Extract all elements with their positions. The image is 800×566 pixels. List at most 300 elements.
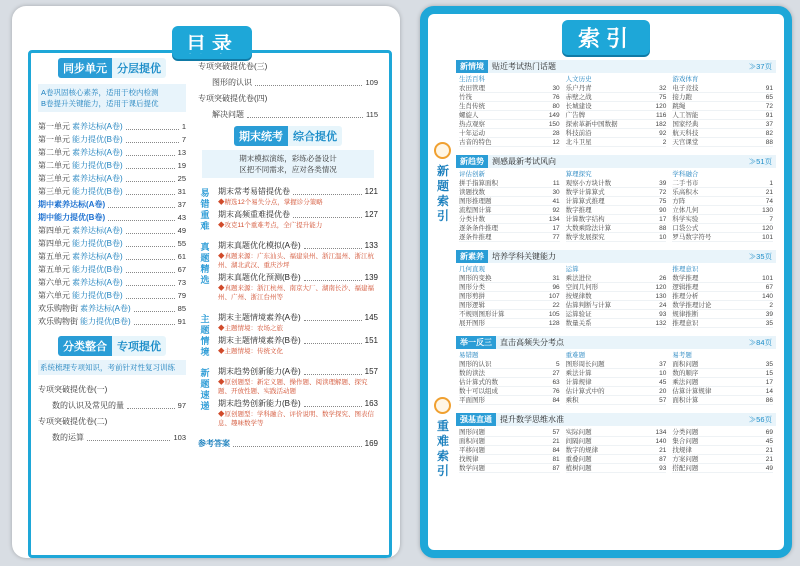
index-item[interactable] bbox=[672, 84, 773, 93]
toc-title: 目录 bbox=[172, 26, 252, 59]
index-item[interactable] bbox=[672, 310, 773, 319]
index-item[interactable] bbox=[566, 378, 667, 387]
index-item-spacer bbox=[579, 396, 659, 404]
index-section-bar[interactable] bbox=[456, 336, 776, 349]
exam-page: 139 bbox=[364, 272, 378, 282]
index-item-spacer bbox=[592, 378, 659, 386]
index-item-spacer bbox=[611, 224, 659, 232]
index-item[interactable] bbox=[566, 111, 667, 120]
index-item[interactable] bbox=[672, 455, 773, 464]
index-item[interactable] bbox=[459, 378, 560, 387]
toc-row[interactable] bbox=[38, 315, 186, 328]
index-item-page: 26 bbox=[659, 275, 667, 282]
index-item[interactable] bbox=[459, 197, 560, 206]
index-item-name: 拼手指算面积 bbox=[459, 180, 498, 187]
index-column bbox=[669, 351, 776, 405]
index-item[interactable] bbox=[566, 437, 667, 446]
index-item-name: 按规律数 bbox=[565, 293, 592, 300]
index-item-page: 39 bbox=[659, 180, 667, 187]
exam-group bbox=[198, 238, 378, 302]
index-item[interactable] bbox=[566, 138, 667, 147]
index-section-page: ≫37页 bbox=[748, 62, 772, 71]
special-title: 数的运算 bbox=[52, 432, 84, 442]
index-page bbox=[420, 6, 792, 558]
index-item[interactable] bbox=[566, 428, 667, 437]
index-item-spacer bbox=[485, 369, 552, 377]
exam-subnote: ◆攻克11个重难考点，全广提升能力 bbox=[218, 222, 323, 229]
index-column bbox=[456, 351, 563, 405]
special-title: 图形的认识 bbox=[212, 77, 252, 87]
index-item[interactable] bbox=[566, 84, 667, 93]
index-section-tag: 新素养 bbox=[456, 250, 488, 263]
sync-note: A卷巩固核心素养，适用于校内检测 bbox=[41, 88, 159, 97]
index-section-bar[interactable] bbox=[456, 413, 776, 426]
index-item[interactable] bbox=[566, 129, 667, 138]
index-item-page: 41 bbox=[552, 198, 560, 205]
index-item[interactable] bbox=[672, 215, 773, 224]
special-title: 专项突破提优卷(二) bbox=[38, 416, 108, 426]
special-page: 109 bbox=[365, 77, 378, 87]
exam-row[interactable] bbox=[218, 207, 378, 221]
special-row[interactable] bbox=[198, 74, 378, 90]
index-item-page: 87 bbox=[552, 465, 560, 472]
index-section-title: 测感最新考试风向 bbox=[492, 157, 556, 166]
exam-title: 期末真题优化预测(B卷) bbox=[218, 272, 301, 282]
index-item[interactable] bbox=[672, 93, 773, 102]
index-section-bar[interactable] bbox=[456, 60, 776, 73]
exam-title: 期末常考易错提优卷 bbox=[218, 186, 290, 196]
index-item-page: 86 bbox=[765, 397, 774, 404]
index-item[interactable] bbox=[566, 274, 667, 283]
exam-group-label: 易 错 重 难 bbox=[200, 188, 210, 231]
index-item[interactable] bbox=[459, 360, 560, 369]
index-item[interactable] bbox=[459, 396, 560, 405]
special-row[interactable] bbox=[198, 90, 378, 106]
index-item[interactable] bbox=[459, 319, 560, 328]
index-grid bbox=[456, 351, 776, 405]
index-item-name: 乐户丹青 bbox=[565, 85, 592, 92]
index-item[interactable] bbox=[459, 224, 560, 233]
index-item-spacer bbox=[492, 274, 553, 282]
exam-row[interactable] bbox=[218, 333, 378, 347]
index-item[interactable] bbox=[459, 111, 560, 120]
index-item[interactable] bbox=[566, 179, 667, 188]
index-column-head: 学科融合 bbox=[672, 171, 699, 178]
toc-title: 素养达标(A卷) bbox=[72, 122, 123, 131]
index-item-name: 面积问题 bbox=[672, 361, 699, 368]
index-item[interactable] bbox=[672, 360, 773, 369]
index-item[interactable] bbox=[459, 283, 560, 292]
index-item[interactable] bbox=[566, 360, 667, 369]
special-row[interactable] bbox=[198, 58, 378, 74]
index-item-page: 72 bbox=[765, 103, 774, 110]
index-item[interactable] bbox=[566, 120, 667, 129]
toc-unit: 期中素养达标(A卷) bbox=[38, 200, 106, 209]
toc-leader bbox=[126, 240, 175, 247]
index-item-page: 65 bbox=[765, 94, 774, 101]
exam-leader bbox=[304, 274, 362, 281]
index-item-name: 十年运动 bbox=[459, 130, 485, 137]
index-item-spacer bbox=[698, 215, 769, 223]
index-item[interactable] bbox=[459, 437, 560, 446]
index-item-name: 推理分析 bbox=[672, 293, 699, 300]
special-page: 115 bbox=[366, 109, 378, 119]
index-item-page: 75 bbox=[659, 94, 667, 101]
toc-title: 能力提优(B卷) bbox=[80, 317, 131, 326]
index-item[interactable] bbox=[672, 396, 773, 405]
index-item-name: 北斗卫星 bbox=[565, 139, 592, 146]
index-item-spacer bbox=[485, 215, 549, 223]
sync-notes bbox=[38, 84, 186, 112]
index-item-spacer bbox=[692, 446, 766, 454]
final-notes bbox=[202, 150, 374, 178]
index-body bbox=[428, 14, 784, 550]
index-item-name: 平移问题 bbox=[459, 447, 485, 454]
index-item-name: 空间几何形 bbox=[565, 284, 599, 291]
index-item[interactable] bbox=[566, 93, 667, 102]
index-item-spacer bbox=[505, 310, 549, 318]
toc-page: 61 bbox=[177, 252, 186, 261]
index-item[interactable] bbox=[459, 301, 560, 310]
index-item-spacer bbox=[592, 310, 659, 318]
index-item[interactable] bbox=[459, 233, 560, 242]
index-item[interactable] bbox=[566, 310, 667, 319]
exam-row[interactable] bbox=[218, 270, 378, 284]
index-item-spacer bbox=[605, 387, 659, 395]
index-section-page: ≫56页 bbox=[748, 415, 772, 424]
index-item-page: 88 bbox=[659, 225, 667, 232]
side-badge-icon bbox=[434, 142, 451, 159]
index-item-page: 15 bbox=[765, 370, 774, 377]
index-item-spacer bbox=[605, 197, 659, 205]
index-item-page: 17 bbox=[659, 216, 667, 223]
toc-page: 85 bbox=[177, 304, 186, 313]
index-item-spacer bbox=[592, 129, 659, 137]
exam-subnote: ◆精选12个易失分点，掌握诊分策略 bbox=[218, 199, 323, 206]
index-item[interactable] bbox=[672, 274, 773, 283]
index-item[interactable] bbox=[566, 224, 667, 233]
index-item-spacer bbox=[598, 283, 655, 291]
index-item[interactable] bbox=[459, 129, 560, 138]
index-item[interactable] bbox=[672, 319, 773, 328]
toc-right-column bbox=[198, 58, 378, 450]
index-item[interactable] bbox=[459, 188, 560, 197]
index-item-name: 立体几何 bbox=[672, 207, 699, 214]
index-item-page: 12 bbox=[552, 139, 560, 146]
index-item-page: 10 bbox=[659, 370, 667, 377]
index-item[interactable] bbox=[566, 464, 667, 473]
index-item-name: 数字推理 bbox=[565, 207, 592, 214]
index-item-name: 找规律 bbox=[459, 456, 479, 463]
index-item[interactable] bbox=[459, 84, 560, 93]
index-item[interactable] bbox=[459, 102, 560, 111]
index-item-name: 跳绳 bbox=[672, 103, 686, 110]
index-item[interactable] bbox=[672, 224, 773, 233]
index-item-name: 间隔问题 bbox=[565, 438, 592, 445]
index-item[interactable] bbox=[672, 464, 773, 473]
index-item[interactable] bbox=[672, 120, 773, 129]
index-column bbox=[456, 428, 563, 473]
toc-title: 能力提优(B卷) bbox=[72, 135, 123, 144]
index-item-name: 罗马数字符号 bbox=[672, 234, 712, 241]
index-item[interactable] bbox=[566, 369, 667, 378]
special-row[interactable] bbox=[38, 381, 186, 397]
toc-title: 能力提优(B卷) bbox=[72, 291, 123, 300]
toc-row[interactable] bbox=[38, 237, 186, 250]
index-item-name: 分类计数 bbox=[459, 216, 485, 223]
index-item-name: 乘法计算 bbox=[565, 370, 592, 377]
index-item-page: 35 bbox=[765, 361, 774, 368]
index-item[interactable] bbox=[672, 197, 773, 206]
toc-title: 素养达标(A卷) bbox=[72, 278, 123, 287]
index-item[interactable] bbox=[566, 292, 667, 301]
toc-row[interactable] bbox=[38, 198, 186, 211]
index-item-name: 乐高积木 bbox=[672, 189, 699, 196]
index-item[interactable] bbox=[459, 206, 560, 215]
index-item-name: 数字的规律 bbox=[565, 447, 599, 454]
special-row[interactable] bbox=[38, 413, 186, 429]
index-column-head: 人文历史 bbox=[565, 76, 592, 83]
index-item[interactable] bbox=[566, 215, 667, 224]
index-item-spacer bbox=[485, 428, 552, 436]
index-column bbox=[669, 428, 776, 473]
toc-title: 素养达标(A卷) bbox=[72, 174, 123, 183]
index-item-page: 77 bbox=[552, 234, 560, 241]
special-leader bbox=[255, 79, 362, 86]
index-item[interactable] bbox=[459, 93, 560, 102]
index-section-tag: 强基直通 bbox=[456, 413, 496, 426]
index-item-page: 76 bbox=[552, 94, 560, 101]
toc-unit: 第四单元 bbox=[38, 239, 70, 248]
index-grid bbox=[456, 265, 776, 328]
index-column-head: 生活百科 bbox=[459, 76, 485, 83]
index-item-name: 数学发展探究 bbox=[565, 234, 605, 241]
index-item-page: 101 bbox=[762, 234, 774, 241]
index-item-name: 展开图形 bbox=[459, 320, 485, 327]
final-note: 期末模拟演练，彩练必备设计 bbox=[239, 154, 337, 163]
index-item-name: 估计算式的数 bbox=[459, 379, 498, 386]
index-item-name: 计算数字结构 bbox=[565, 216, 605, 223]
index-item-page: 21 bbox=[659, 447, 667, 454]
index-item-name: 农田管理 bbox=[459, 85, 485, 92]
index-item-spacer bbox=[698, 274, 762, 282]
toc-row[interactable] bbox=[38, 224, 186, 237]
index-item[interactable] bbox=[672, 387, 773, 396]
index-item[interactable] bbox=[672, 102, 773, 111]
index-item[interactable] bbox=[566, 283, 667, 292]
index-item[interactable] bbox=[459, 455, 560, 464]
index-item[interactable] bbox=[672, 188, 773, 197]
index-item-name: 方阵 bbox=[672, 198, 686, 205]
index-item[interactable] bbox=[566, 396, 667, 405]
exam-title: 期末主题情境素养(A卷) bbox=[218, 312, 301, 322]
toc-row[interactable] bbox=[38, 159, 186, 172]
index-item-page: 17 bbox=[552, 225, 560, 232]
index-item-page: 21 bbox=[765, 189, 774, 196]
toc-row[interactable] bbox=[38, 250, 186, 263]
index-item-name: 数量关系 bbox=[565, 320, 592, 327]
index-item[interactable] bbox=[459, 120, 560, 129]
index-item-name: 数十可以组成 bbox=[459, 388, 498, 395]
index-item-spacer bbox=[585, 111, 656, 119]
index-item-name: 不规则图形计算 bbox=[459, 311, 505, 318]
index-item-spacer bbox=[698, 111, 765, 119]
sync-note: B卷提升关键能力，适用于课后提优 bbox=[41, 99, 159, 108]
index-item[interactable] bbox=[459, 464, 560, 473]
index-item[interactable] bbox=[459, 387, 560, 396]
index-section-tag: 新趋势 bbox=[456, 155, 488, 168]
index-item[interactable] bbox=[459, 446, 560, 455]
index-item[interactable] bbox=[672, 138, 773, 147]
index-item[interactable] bbox=[459, 274, 560, 283]
special-page: 103 bbox=[173, 432, 186, 442]
index-item[interactable] bbox=[566, 446, 667, 455]
index-item-page: 120 bbox=[655, 103, 667, 110]
index-section-title: 培养学科关键能力 bbox=[492, 252, 556, 261]
index-section-bar[interactable] bbox=[456, 250, 776, 263]
toc-unit: 第四单元 bbox=[38, 226, 70, 235]
answer-row[interactable]: 参考答案 169 bbox=[198, 438, 378, 448]
index-item-name: 数学推理 bbox=[672, 275, 699, 282]
exam-group bbox=[198, 184, 378, 230]
index-item[interactable] bbox=[566, 233, 667, 242]
index-item[interactable] bbox=[672, 292, 773, 301]
index-item-page: 7 bbox=[769, 216, 774, 223]
toc-row[interactable] bbox=[38, 302, 186, 315]
toc-row[interactable] bbox=[38, 146, 186, 159]
index-item[interactable] bbox=[566, 455, 667, 464]
index-item[interactable] bbox=[672, 283, 773, 292]
index-item[interactable] bbox=[672, 428, 773, 437]
index-item-spacer bbox=[618, 120, 656, 128]
index-item-page: 87 bbox=[659, 456, 667, 463]
exam-row[interactable] bbox=[218, 238, 378, 252]
sync-head-b: 分层提优 bbox=[112, 58, 166, 78]
index-item-name: 方案问题 bbox=[672, 456, 699, 463]
index-item-name: 逐条件推理 bbox=[459, 234, 492, 241]
index-item-page: 11 bbox=[552, 180, 560, 187]
index-item[interactable] bbox=[566, 197, 667, 206]
exam-row[interactable] bbox=[218, 396, 378, 410]
index-item[interactable] bbox=[672, 378, 773, 387]
toc-row[interactable] bbox=[38, 276, 186, 289]
index-section-page: ≫51页 bbox=[748, 157, 772, 166]
index-item-name: 热点观察 bbox=[459, 121, 485, 128]
index-item[interactable] bbox=[566, 387, 667, 396]
toc-row[interactable] bbox=[38, 120, 186, 133]
exam-subnote: ◆主题情境：传统文化 bbox=[218, 348, 283, 355]
index-item[interactable] bbox=[672, 179, 773, 188]
index-item[interactable] bbox=[566, 206, 667, 215]
index-item-page: 140 bbox=[655, 438, 667, 445]
toc-row[interactable] bbox=[38, 133, 186, 146]
index-item-spacer bbox=[711, 301, 769, 309]
index-item-spacer bbox=[592, 274, 659, 282]
index-item[interactable] bbox=[459, 215, 560, 224]
special-page: 97 bbox=[177, 400, 186, 410]
index-item-spacer bbox=[485, 188, 552, 196]
toc-unit: 第一单元 bbox=[38, 135, 70, 144]
index-item-spacer bbox=[498, 378, 552, 386]
index-item-page: 22 bbox=[552, 302, 560, 309]
index-item[interactable] bbox=[459, 292, 560, 301]
toc-row[interactable] bbox=[38, 263, 186, 276]
index-item[interactable] bbox=[672, 437, 773, 446]
index-item-spacer bbox=[485, 464, 552, 472]
index-item[interactable] bbox=[459, 138, 560, 147]
index-item[interactable] bbox=[566, 188, 667, 197]
index-item-page: 88 bbox=[765, 139, 774, 146]
special-row[interactable] bbox=[38, 397, 186, 413]
toc-title: 素养达标(A卷) bbox=[80, 304, 131, 313]
index-item-name: 科学实验 bbox=[672, 216, 699, 223]
index-item[interactable] bbox=[566, 319, 667, 328]
index-item[interactable] bbox=[566, 301, 667, 310]
special-title: 专项突破提优卷(三) bbox=[198, 61, 268, 71]
index-item[interactable] bbox=[672, 206, 773, 215]
toc-row[interactable] bbox=[38, 185, 186, 198]
index-item[interactable] bbox=[672, 369, 773, 378]
index-item-page: 93 bbox=[659, 465, 667, 472]
index-item-spacer bbox=[605, 188, 659, 196]
index-item[interactable] bbox=[459, 310, 560, 319]
index-item-spacer bbox=[698, 84, 765, 92]
index-item-spacer bbox=[698, 396, 765, 404]
toc-title: 素养达标(A卷) bbox=[72, 226, 123, 235]
toc-row[interactable] bbox=[38, 211, 186, 224]
index-item-name: 图形的认识 bbox=[459, 361, 492, 368]
toc-leader bbox=[126, 123, 179, 130]
toc-title: 能力提优(B卷) bbox=[72, 161, 123, 170]
index-column bbox=[669, 75, 776, 147]
exam-subnote: ◆主题情境：农场之旅 bbox=[218, 325, 283, 332]
index-item[interactable] bbox=[459, 179, 560, 188]
exam-row[interactable] bbox=[218, 364, 378, 378]
special-row[interactable] bbox=[198, 106, 378, 122]
index-item-name: 二手书市 bbox=[672, 180, 699, 187]
toc-row[interactable] bbox=[38, 289, 186, 302]
index-column-head: 评估创新 bbox=[459, 171, 485, 178]
index-item[interactable] bbox=[672, 233, 773, 242]
index-item-page: 35 bbox=[765, 320, 774, 327]
exam-title: 期末主题情境素养(B卷) bbox=[218, 335, 301, 345]
special-row[interactable] bbox=[38, 429, 186, 445]
index-item[interactable] bbox=[672, 446, 773, 455]
index-item-spacer bbox=[485, 120, 549, 128]
index-item-page: 149 bbox=[548, 112, 560, 119]
index-item[interactable] bbox=[672, 301, 773, 310]
index-item-spacer bbox=[485, 446, 552, 454]
special-title: 数的认识及常见的量 bbox=[52, 400, 124, 410]
toc-unit: 第三单元 bbox=[38, 187, 70, 196]
toc-row[interactable] bbox=[38, 172, 186, 185]
index-item[interactable] bbox=[459, 428, 560, 437]
index-item-page: 150 bbox=[548, 121, 560, 128]
index-item[interactable] bbox=[566, 102, 667, 111]
index-item-name: 规律推断 bbox=[672, 311, 699, 318]
index-item[interactable] bbox=[459, 369, 560, 378]
index-item-spacer bbox=[485, 283, 552, 291]
index-section-bar[interactable] bbox=[456, 155, 776, 168]
index-item-name: 重叠问题 bbox=[565, 456, 592, 463]
index-item[interactable] bbox=[672, 129, 773, 138]
index-item-name: 图形逻辑 bbox=[459, 302, 485, 309]
index-item[interactable] bbox=[672, 111, 773, 120]
exam-row[interactable] bbox=[218, 184, 378, 198]
exam-leader bbox=[304, 314, 362, 321]
exam-row[interactable] bbox=[218, 310, 378, 324]
index-item-spacer bbox=[698, 360, 765, 368]
